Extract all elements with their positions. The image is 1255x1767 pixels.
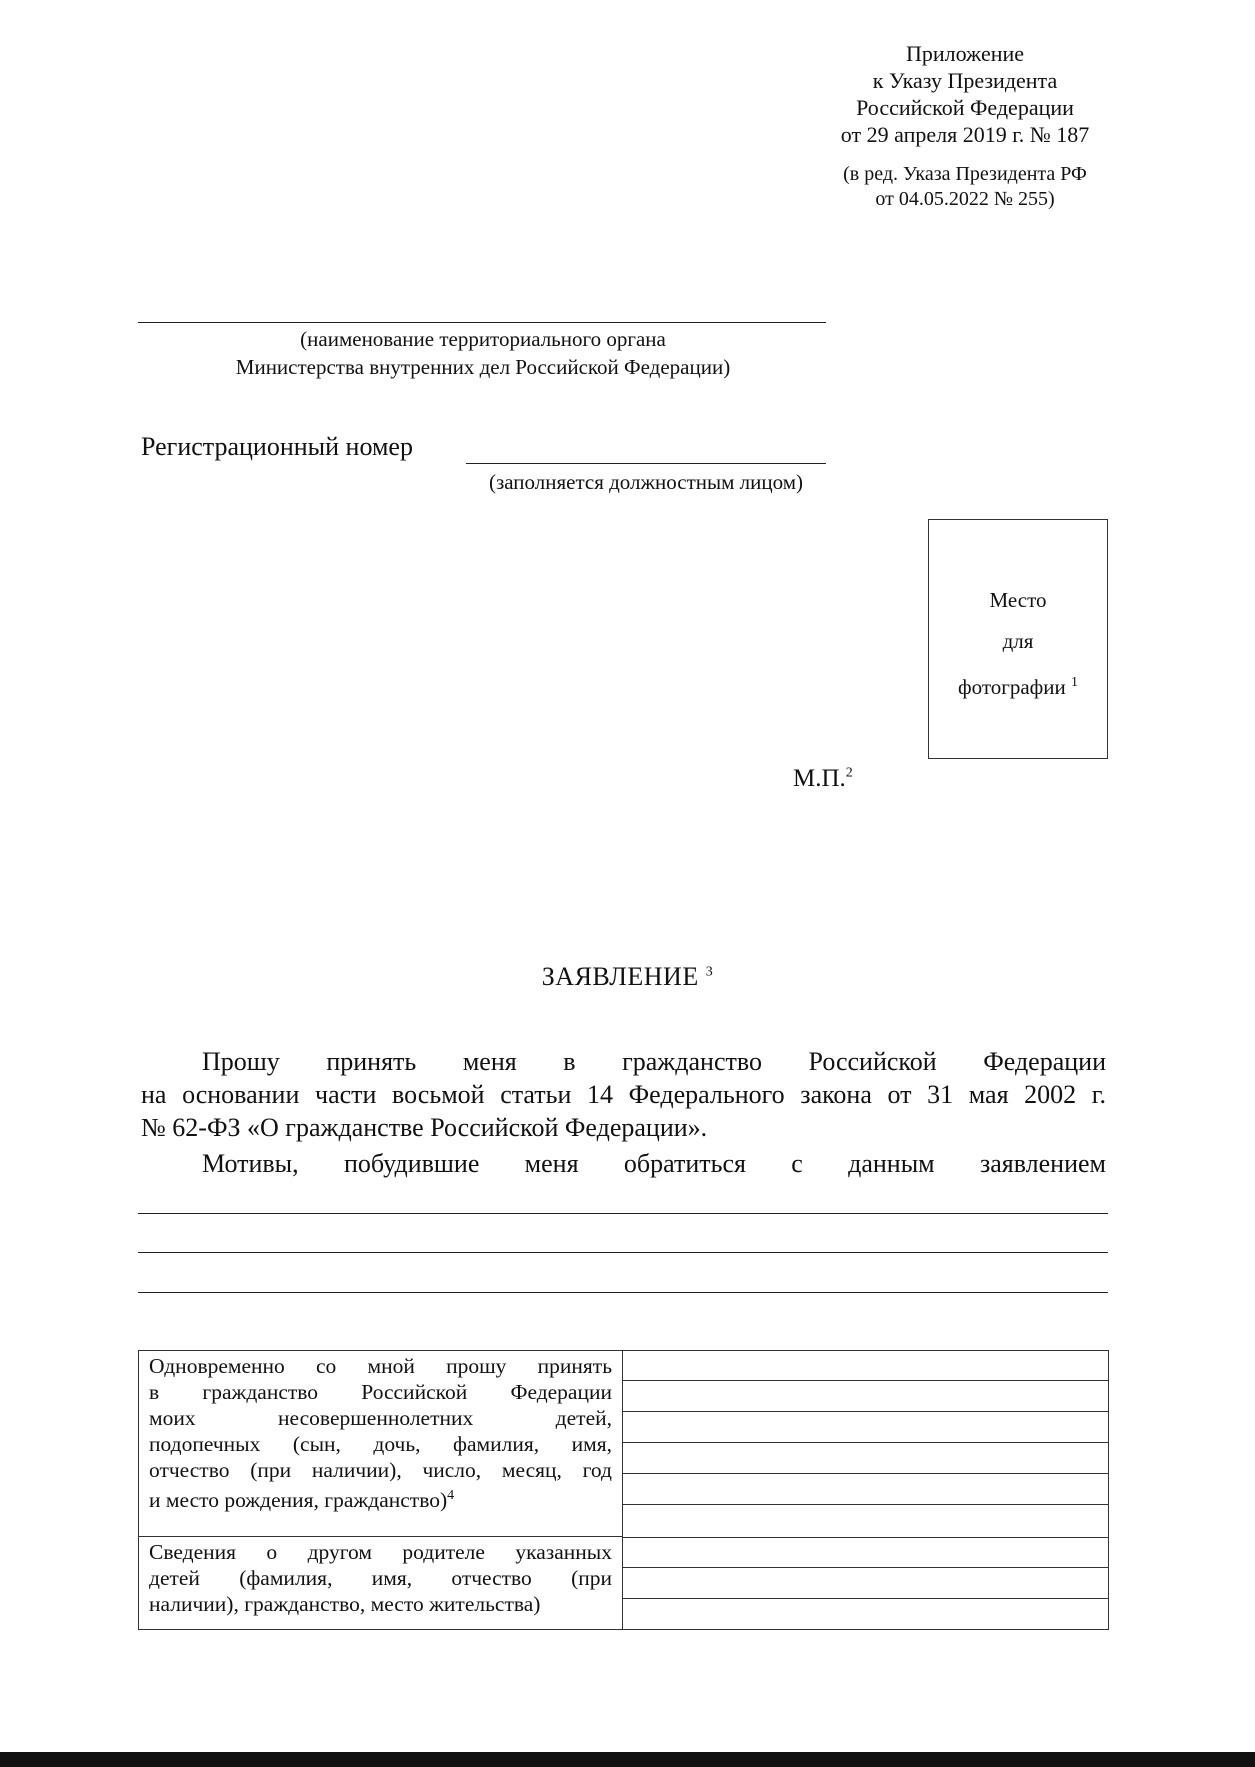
stamp-label: М.П.	[793, 765, 846, 792]
appendix-line: Российской Федерации	[856, 95, 1074, 120]
edition-note	[800, 162, 1130, 212]
body-line: Прошу принять меня в гражданство Российской Федерации	[202, 1047, 1106, 1076]
org-name-field[interactable]	[138, 322, 826, 323]
table-label-line: Одновременно со мной прошу принять	[149, 1354, 612, 1378]
appendix-line: Приложение	[905, 41, 1025, 66]
edition-line: (в ред. Указа Президента РФ	[843, 163, 1087, 185]
appendix-header	[800, 40, 1130, 148]
table-label-line: подопечных (сын, дочь, фамилия, имя,	[149, 1432, 612, 1456]
org-caption-line: (наименование территориального органа	[300, 327, 666, 351]
body-line: № 62-ФЗ «О гражданстве Российской Федерации».	[141, 1113, 708, 1142]
org-caption-line: Министерства внутренних дел Российской Федерации)	[235, 355, 731, 379]
stamp-place	[793, 765, 853, 793]
registration-caption: (заполняется должностным лицом)	[488, 470, 804, 494]
body-line: на основании части восьмой статьи 14 Федерального закона от 31 мая 2002 г.	[141, 1080, 1106, 1109]
motives-field-line[interactable]	[138, 1292, 1108, 1293]
motives-field-line[interactable]	[138, 1252, 1108, 1253]
appendix-line: от 29 апреля 2019 г. № 187	[840, 122, 1090, 147]
document-title	[0, 962, 1255, 992]
motives-field-line[interactable]	[138, 1213, 1108, 1214]
title-footnote: 3	[705, 964, 714, 980]
bottom-bar	[0, 1752, 1255, 1767]
children-entry-row[interactable]	[623, 1442, 1108, 1443]
table-label-line: в гражданство Российской Федерации	[149, 1380, 612, 1404]
children-entry-row[interactable]	[623, 1380, 1108, 1381]
photo-placeholder	[928, 519, 1108, 759]
children-entry-row[interactable]	[623, 1537, 1108, 1538]
children-entry-row[interactable]	[623, 1411, 1108, 1412]
table-label-line: Сведения о другом родителе указанных	[149, 1540, 612, 1564]
stamp-footnote: 2	[845, 765, 853, 781]
photo-label-line: для	[1002, 629, 1034, 653]
parent-entry-row[interactable]	[623, 1567, 1108, 1568]
photo-footnote: 1	[1071, 675, 1078, 690]
table-label-line: моих несовершеннолетних детей,	[149, 1406, 612, 1430]
table-label-line: детей (фамилия, имя, отчество (при	[149, 1566, 612, 1590]
parent-entry-row[interactable]	[623, 1598, 1108, 1599]
edition-line: от 04.05.2022 № 255)	[875, 188, 1055, 210]
appendix-line: к Указу Президента	[872, 68, 1058, 93]
photo-label-line: фотографии	[958, 675, 1066, 699]
children-table	[138, 1350, 1109, 1630]
title-text: ЗАЯВЛЕНИЕ	[541, 962, 699, 991]
photo-label-line: Место	[989, 588, 1047, 612]
registration-number-field[interactable]	[466, 463, 826, 464]
children-info-label	[139, 1351, 623, 1537]
registration-label: Регистрационный номер	[141, 432, 413, 461]
children-entry-row[interactable]	[623, 1504, 1108, 1505]
table-label-line: наличии), гражданство, место жительства)	[149, 1592, 541, 1616]
table-label-line: и место рождения, гражданство)	[149, 1488, 448, 1513]
org-caption	[138, 325, 828, 381]
table-label-line: отчество (при наличии), число, месяц, год	[149, 1458, 612, 1482]
body-line: Мотивы, побудившие меня обратиться с данным заявлением	[202, 1149, 1106, 1178]
children-entry-row[interactable]	[623, 1473, 1108, 1474]
children-footnote: 4	[447, 1488, 455, 1503]
other-parent-label	[139, 1537, 623, 1629]
